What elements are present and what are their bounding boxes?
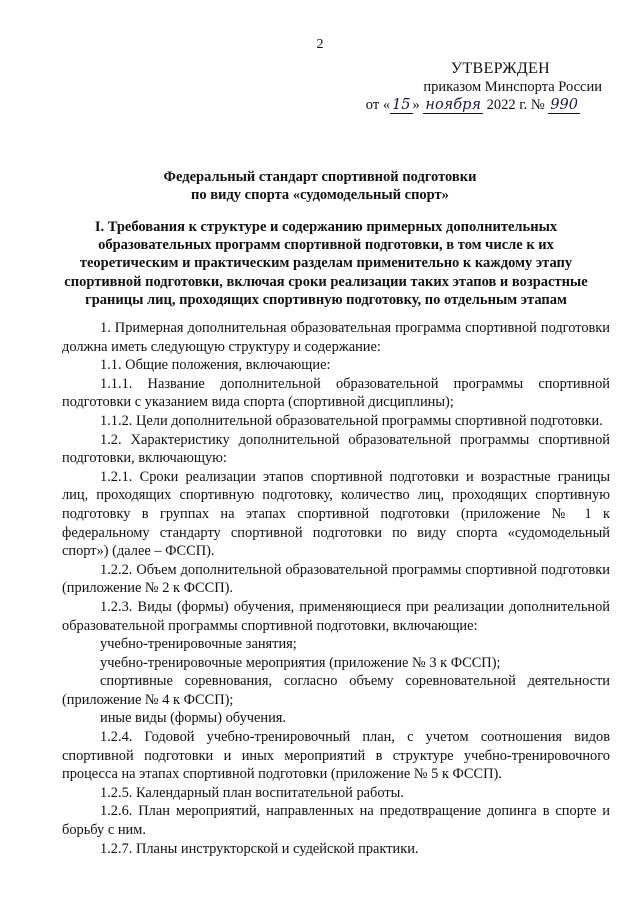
paragraph: спортивные соревнования, согласно объему соревновательной деятельности (приложение № 4 к ФССП); [62, 673, 610, 708]
approval-order-line: приказом Минспорта России [423, 79, 602, 95]
page-number: 2 [316, 37, 324, 52]
standard-title [0, 168, 640, 204]
year-text: 2022 г. № [486, 97, 545, 113]
paragraph: 1.2. Характеристику дополнительной образовательной программы спортивной подготовки, включающую: [62, 431, 610, 467]
paragraph: 1.2.6. План мероприятий, направленных на предотвращение допинга в спорте и борьбу с ним. [62, 803, 610, 839]
paragraph: иные виды (формы) обучения. [100, 710, 287, 727]
paragraph: 1.2.4. Годовой учебно-тренировочный план, с учетом соотношения видов спортивной подготовки и иных мероприятий в структуре учебно-тренировочного процесса на этапах спортивной подготовки (приложение № 5 к ФССП). [62, 729, 610, 783]
approval-block [302, 60, 602, 114]
paragraph: 1.1.1. Название дополнительной образовательной программы спортивной подготовки с указанием вида спорта (спортивной дисциплины); [62, 375, 610, 411]
paragraph: 1.2.7. Планы инструкторской и судейской практики. [100, 840, 419, 857]
paragraph: учебно-тренировочные мероприятия (приложение № 3 к ФССП); [100, 654, 501, 671]
standard-title-line1: Федеральный стандарт спортивной подготовки [163, 169, 477, 185]
paragraph: 1.1.2. Цели дополнительной образовательной программы спортивной подготовки. [100, 412, 603, 429]
approval-date-line [302, 96, 602, 114]
paragraph: 1.2.2. Объем дополнительной образовательной программы спортивной подготовки (приложение № 2 к ФССП). [62, 561, 610, 597]
handwritten-order-number: 990 [550, 97, 578, 113]
paragraph: 1.1. Общие положения, включающие: [100, 357, 331, 374]
date-mid: » [412, 97, 420, 113]
date-prefix: от « [365, 97, 391, 113]
paragraph: 1.2.5. Календарный план воспитательной работы. [100, 784, 404, 801]
handwritten-month: ноября [425, 97, 482, 113]
paragraph: 1. Примерная дополнительная образовательная программа спортивной подготовки должна иметь следующую структуру и содержание: [62, 320, 610, 355]
paragraph: 1.2.1. Сроки реализации этапов спортивной подготовки и возрастные границы лиц, проходящих спортивную подготовку, количество лиц, проходящих спортивную подготовку в группах на этапах спортивной подготовки (приложение № 1 к федеральному стандарту спортивной подготовки по виду спорта «судомодельный спорт») (далее – ФССП). [62, 468, 610, 560]
paragraph: 1.2.3. Виды (формы) обучения, применяющиеся при реализации дополнительной образовательной программы спортивной подготовки, включающие: [62, 598, 610, 634]
body-text [62, 319, 610, 858]
paragraph: учебно-тренировочные занятия; [100, 636, 297, 653]
standard-title-line2: по виду спорта «судомодельный спорт» [191, 187, 449, 203]
handwritten-day: 15 [392, 97, 411, 113]
section-heading: I. Требования к структуре и содержанию примерных дополнительных образовательных программ спортивной подготовки, в том числе к их теоретическим и практическим разделам применительно к каждому этапу спортивной подготовки, включая сроки реализации таких этапов и возрастные границы лиц, проходящих спортивную подготовку, по отдельным этапам [64, 219, 588, 308]
approved-title: УТВЕРЖДЕН [450, 60, 550, 77]
